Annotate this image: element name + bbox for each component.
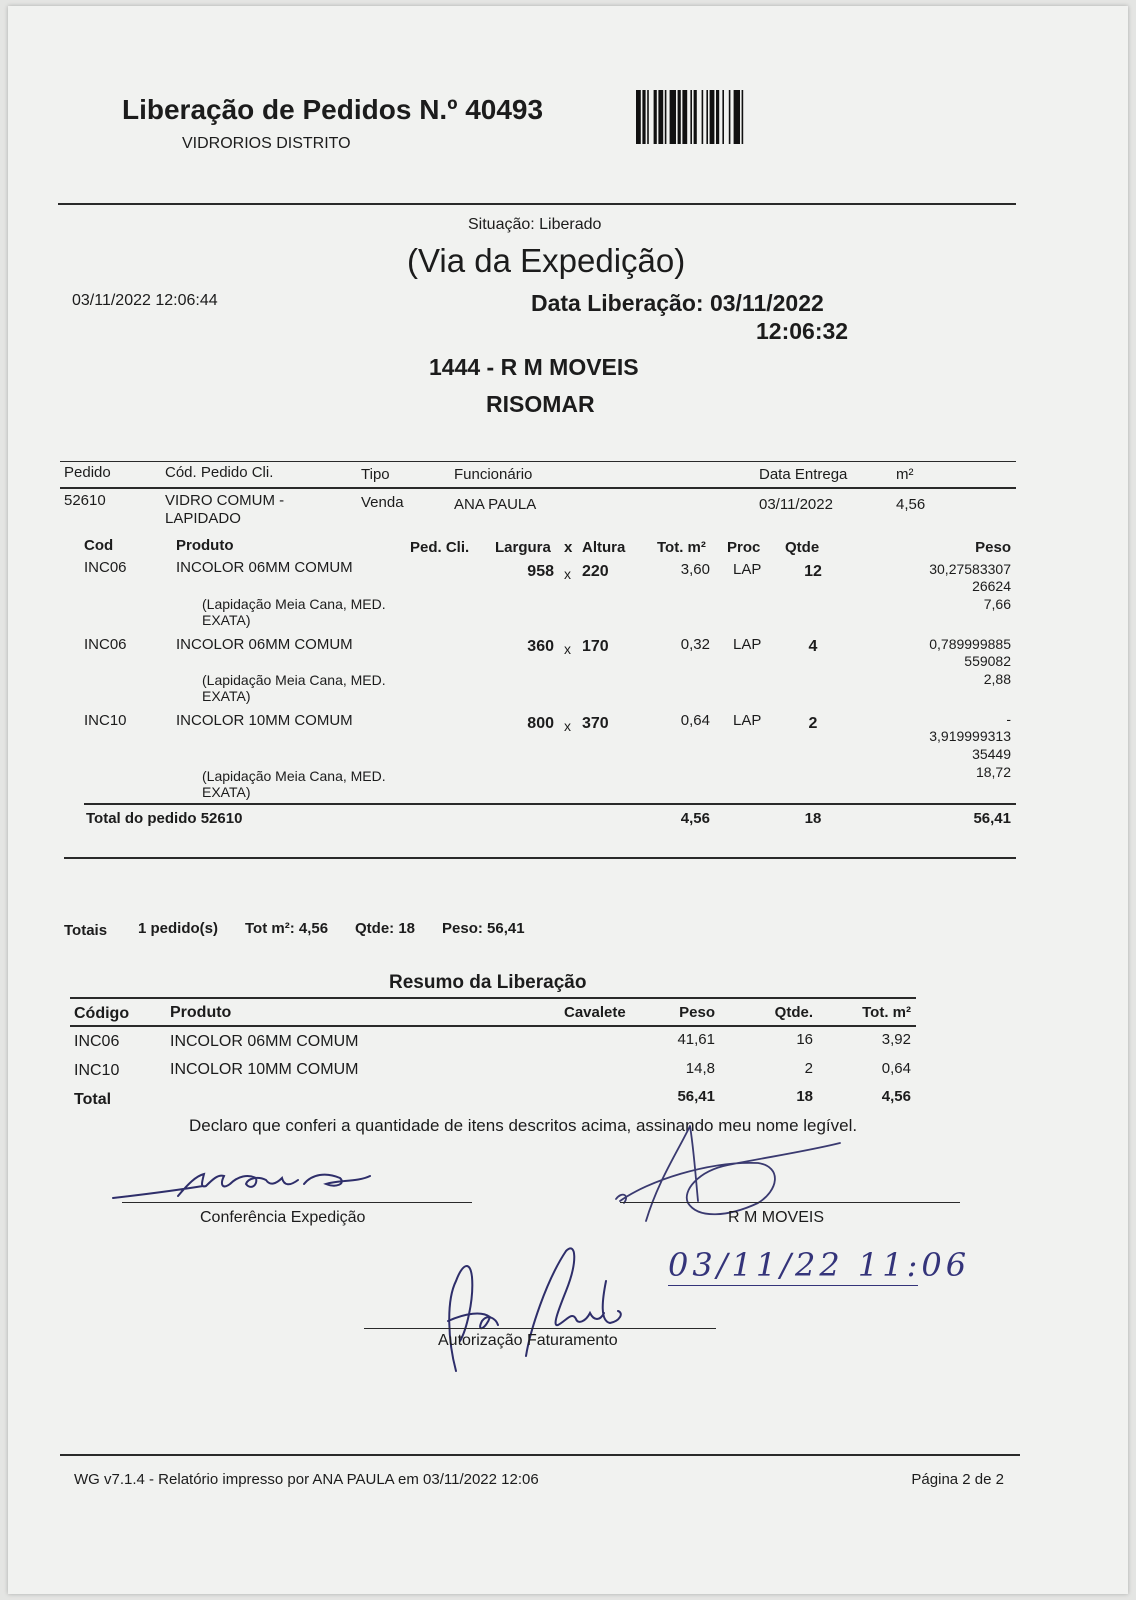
totais-pedidos: 1 pedido(s) — [138, 920, 219, 937]
item-qtde: 4 — [808, 638, 818, 655]
declaration-text: Declaro que conferi a quantidade de itens descritos acima, assinando meu nome legível. — [189, 1116, 858, 1135]
item-x: x — [564, 718, 571, 734]
barcode-icon — [636, 90, 812, 144]
footer-left-text: WG v7.1.4 - Relatório impresso por ANA PAULA em 03/11/2022 12:06 — [74, 1471, 539, 1488]
total-pedido-m2: 4,56 — [680, 810, 710, 827]
item-proc: LAP — [733, 712, 762, 729]
item-peso-line3: 35449 — [972, 746, 1011, 762]
resumo-peso: 14,8 — [685, 1060, 715, 1077]
col-altura: Altura — [582, 539, 626, 556]
resumo-qtde: 2 — [804, 1060, 813, 1077]
order-table-top-line — [60, 461, 1016, 462]
conferencia-label: Conferência Expedição — [200, 1209, 366, 1226]
item-peso-line1: - — [1006, 711, 1011, 727]
resumo-title: Resumo da Liberação — [389, 972, 587, 993]
item-peso-line2: 26624 — [972, 578, 1011, 594]
resumo-codigo: INC10 — [74, 1062, 120, 1079]
signature-autorizacao — [426, 1241, 656, 1376]
item-altura: 370 — [582, 715, 609, 732]
resumo-total-label: Total — [74, 1091, 112, 1108]
total-pedido-qtde: 18 — [804, 810, 822, 827]
resumo-col-peso: Peso — [679, 1004, 715, 1021]
col-funcionario: Funcionário — [454, 466, 533, 483]
col-data-entrega: Data Entrega — [759, 466, 848, 483]
resumo-col-codigo: Código — [74, 1005, 130, 1022]
col-produto: Produto — [176, 537, 234, 554]
tipo-value: Venda — [361, 494, 404, 511]
via-expedicao: (Via da Expedição) — [407, 242, 686, 279]
cod-pedido-cli-line1: VIDRO COMUM - — [165, 492, 285, 509]
resumo-codigo: INC06 — [74, 1033, 120, 1050]
resumo-col-cavalete: Cavalete — [564, 1004, 626, 1021]
item-peso-line3: 2,88 — [983, 671, 1011, 687]
item-x: x — [564, 641, 571, 657]
item-peso-line1: 0,789999885 — [929, 636, 1011, 652]
item-peso-line2: 3,919999313 — [929, 728, 1011, 744]
item-altura: 170 — [582, 638, 609, 655]
totais-label: Totais — [64, 922, 108, 939]
pedido-number: 52610 — [64, 492, 106, 509]
col-m2: m² — [896, 466, 914, 483]
resumo-qtde: 16 — [796, 1031, 813, 1048]
resumo-header-line — [70, 1025, 916, 1027]
col-tipo: Tipo — [361, 466, 390, 483]
item-largura: 360 — [527, 638, 554, 655]
totais-qtde: Qtde: 18 — [355, 920, 416, 937]
order-header-line — [60, 487, 1016, 489]
item-produto: INCOLOR 10MM COMUM — [176, 712, 353, 729]
col-proc: Proc — [727, 539, 761, 556]
item-largura: 958 — [527, 563, 554, 580]
signature-conferencia — [108, 1156, 408, 1206]
signature-line-autorizacao — [364, 1328, 716, 1329]
item-obs-line1: (Lapidação Meia Cana, MED. — [202, 768, 386, 784]
resumo-peso: 41,61 — [677, 1031, 715, 1048]
item-proc: LAP — [733, 636, 762, 653]
item-tot-m2: 0,32 — [680, 636, 710, 653]
data-liberacao: Data Liberação: 03/11/2022 — [531, 290, 824, 316]
total-pedido-line — [84, 803, 1016, 805]
resumo-total-m2: 4,56 — [881, 1088, 911, 1105]
totais-peso: Peso: 56,41 — [442, 920, 525, 937]
item-obs-line2: EXATA) — [202, 688, 251, 704]
col-tot-m2: Tot. m² — [657, 539, 706, 556]
rm-moveis-label: R M MOVEIS — [728, 1209, 825, 1226]
item-peso-line1: 30,27583307 — [929, 561, 1011, 577]
order-section-bottom-line — [64, 857, 1016, 859]
situacao-text: Situação: Liberado — [468, 216, 602, 233]
item-obs-line2: EXATA) — [202, 612, 251, 628]
data-entrega-value: 03/11/2022 — [759, 496, 833, 513]
col-pedido: Pedido — [64, 464, 111, 481]
handwritten-date-underline — [668, 1285, 918, 1286]
item-cod: INC06 — [84, 559, 127, 576]
col-cod-pedido-cli: Cód. Pedido Cli. — [165, 464, 274, 481]
col-cod: Cod — [84, 537, 114, 554]
resumo-produto: INCOLOR 10MM COMUM — [170, 1061, 359, 1078]
m2-value: 4,56 — [896, 496, 926, 513]
item-obs-line2: EXATA) — [202, 784, 251, 800]
item-produto: INCOLOR 06MM COMUM — [176, 559, 353, 576]
col-qtde: Qtde — [785, 539, 820, 556]
resumo-produto: INCOLOR 06MM COMUM — [170, 1033, 359, 1050]
item-x: x — [564, 566, 571, 582]
page-number: Página 2 de 2 — [911, 1471, 1004, 1488]
handwritten-date: 03/11/22 11:06 — [668, 1246, 971, 1284]
resumo-col-produto: Produto — [170, 1004, 232, 1021]
col-x: x — [564, 539, 573, 556]
document-page — [8, 6, 1128, 1594]
document-title: Liberação de Pedidos N.º 40493 — [122, 94, 544, 125]
resumo-tot-m2: 3,92 — [881, 1031, 911, 1048]
totais-tot-m2: Tot m²: 4,56 — [245, 920, 329, 937]
item-cod: INC06 — [84, 636, 127, 653]
item-qtde: 12 — [804, 563, 822, 580]
item-largura: 800 — [527, 715, 554, 732]
autorizacao-label: Autorização Faturamento — [438, 1332, 618, 1349]
item-tot-m2: 0,64 — [680, 712, 710, 729]
client-subname: RISOMAR — [486, 391, 595, 417]
signature-line-rm-moveis — [620, 1202, 960, 1203]
resumo-col-qtde: Qtde. — [774, 1004, 813, 1021]
funcionario-value: ANA PAULA — [454, 496, 537, 513]
header-divider — [58, 203, 1016, 205]
resumo-tot-m2: 0,64 — [881, 1060, 911, 1077]
item-cod: INC10 — [84, 712, 127, 729]
total-pedido-label: Total do pedido 52610 — [86, 810, 243, 827]
col-largura: Largura — [495, 539, 551, 556]
item-peso-line2: 559082 — [964, 653, 1011, 669]
item-produto: INCOLOR 06MM COMUM — [176, 636, 353, 653]
footer-line — [60, 1454, 1020, 1456]
item-tot-m2: 3,60 — [680, 561, 710, 578]
company-name: VIDRORIOS DISTRITO — [182, 135, 351, 152]
printed-datetime: 03/11/2022 12:06:44 — [72, 292, 218, 309]
total-pedido-peso: 56,41 — [973, 810, 1011, 827]
item-peso-line4: 18,72 — [975, 764, 1011, 780]
cod-pedido-cli-line2: LAPIDADO — [165, 510, 241, 527]
data-liberacao-time: 12:06:32 — [756, 318, 849, 344]
item-proc: LAP — [733, 561, 762, 578]
col-ped-cli: Ped. Cli. — [410, 539, 470, 556]
resumo-total-qtde: 18 — [796, 1088, 813, 1105]
client-name: 1444 - R M MOVEIS — [429, 354, 639, 380]
item-obs-line1: (Lapidação Meia Cana, MED. — [202, 672, 386, 688]
signature-line-conferencia — [122, 1202, 472, 1203]
item-qtde: 2 — [808, 715, 818, 732]
col-peso: Peso — [975, 539, 1011, 556]
item-altura: 220 — [582, 563, 609, 580]
item-obs-line1: (Lapidação Meia Cana, MED. — [202, 596, 386, 612]
resumo-col-tot-m2: Tot. m² — [862, 1004, 911, 1021]
resumo-total-peso: 56,41 — [677, 1088, 715, 1105]
resumo-top-line — [70, 997, 916, 999]
item-peso-line3: 7,66 — [983, 596, 1011, 612]
